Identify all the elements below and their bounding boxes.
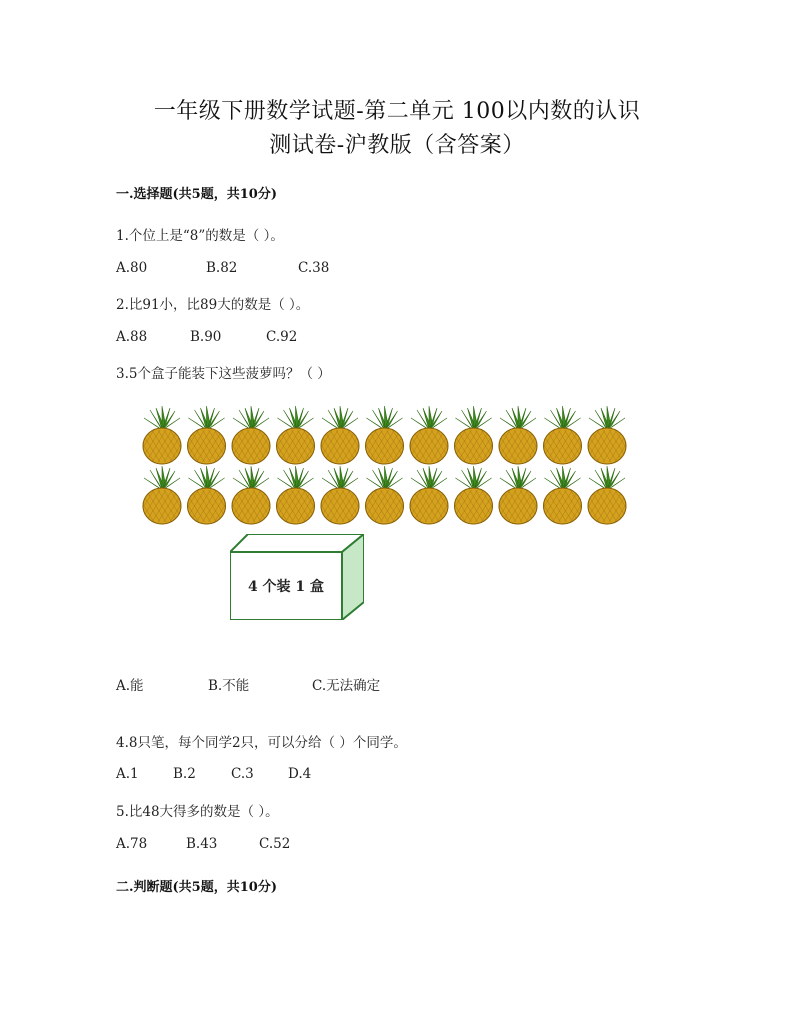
pineapple-icon [179,406,235,464]
option-d[interactable]: D.4 [288,766,312,782]
pineapple-icon [179,466,235,524]
pineapple-icon [357,466,413,524]
option-b[interactable]: B.82 [206,260,238,276]
page-title-line2: 测试卷-沪教版（含答案） [269,133,525,158]
pineapple-icon [312,406,368,464]
option-a[interactable]: A.88 [116,329,148,345]
pineapple-icon [138,466,190,524]
pineapple-figure [138,404,638,626]
question-3: 3.5个盒子能装下这些菠萝吗？（ ） [116,366,331,382]
option-b[interactable]: B.2 [173,766,196,782]
pineapple-icon [268,406,324,464]
pineapple-icon [401,466,457,524]
pineapple-icon [535,406,591,464]
option-a[interactable]: A.80 [116,260,148,276]
option-b[interactable]: B.不能 [208,678,250,694]
pineapple-icon [490,466,546,524]
option-c[interactable]: C.52 [259,836,291,852]
pineapple-icon [579,406,635,464]
pineapple-icon [138,406,190,464]
section-heading-choice: 一.选择题(共5题，共10分) [116,187,277,202]
option-b[interactable]: B.90 [190,329,222,345]
question-2: 2.比91小，比89大的数是（ ）。 [116,297,310,313]
option-c[interactable]: C.无法确定 [312,678,381,694]
pineapple-icon [268,466,324,524]
pineapple-icon [490,406,546,464]
pineapple-icon [223,406,279,464]
pineapple-icon [446,466,502,524]
option-c[interactable]: C.3 [231,766,254,782]
pineapple-icon [535,466,591,524]
pineapple-icon [446,406,502,464]
question-4: 4.8只笔，每个同学2只，可以分给（ ）个同学。 [116,735,407,751]
pineapple-icon [401,406,457,464]
pineapple-icon [312,466,368,524]
option-a[interactable]: A.能 [116,678,144,694]
section-heading-judge: 二.判断题(共5题，共10分) [116,880,277,895]
option-a[interactable]: A.78 [116,836,148,852]
box-label: 4 个装 1 盒 [247,579,325,595]
option-c[interactable]: C.92 [266,329,298,345]
question-1: 1.个位上是“8”的数是（ ）。 [116,228,284,244]
page-title-line1: 一年级下册数学试题-第二单元 100以内数的认识 [153,99,641,124]
pineapple-icon [223,466,279,524]
option-c[interactable]: C.38 [298,260,330,276]
option-b[interactable]: B.43 [186,836,218,852]
pineapple-icon [357,406,413,464]
pineapple-icon [579,466,635,524]
question-5: 5.比48大得多的数是（ ）。 [116,804,279,820]
option-a[interactable]: A.1 [116,766,139,782]
